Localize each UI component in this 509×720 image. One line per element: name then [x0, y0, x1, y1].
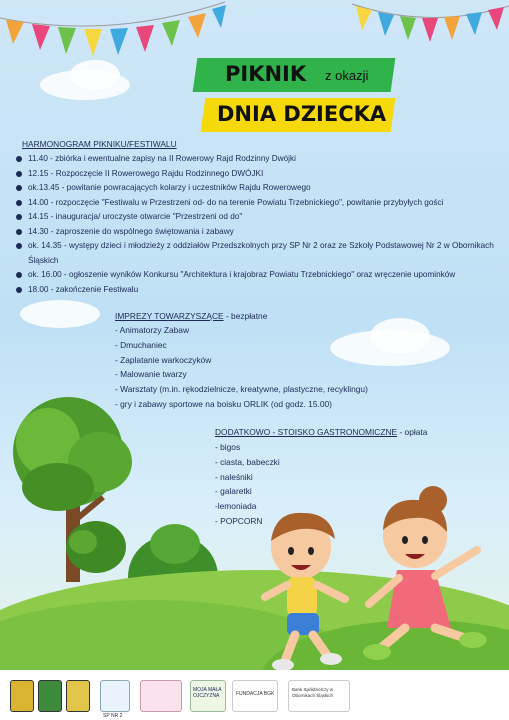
school-crest-logo: [66, 680, 90, 712]
event-item: - gry i zabawy sportowe na boisku ORLIK (od godz. 15.00): [115, 398, 332, 409]
sp-nr2-logo: SP NR 2: [100, 680, 130, 712]
event-item: - Malowanie twarzy: [115, 369, 187, 380]
food-item: - ciasta, babeczki: [215, 456, 280, 467]
events-heading: IMPREZY TOWARZYSZĄCE - bezpłatne: [115, 311, 268, 321]
title-dnia-dziecka: DNIA DZIECKA: [217, 102, 387, 126]
event-item: - Dmuchaniec: [115, 339, 167, 350]
schedule-item: 14.30 - zaproszenie do wspólnego świętowania i zabawy: [10, 225, 505, 240]
bullet-icon: [16, 214, 22, 220]
boy-illustration: [255, 505, 355, 675]
girl-illustration: [355, 478, 505, 668]
title-banner: [195, 58, 395, 138]
event-item: - Warsztaty (m.in. rękodzielnicze, kreatywne, plastyczne, recyklingu): [115, 384, 368, 395]
bullet-icon: [16, 171, 22, 177]
festival-logo: [140, 680, 182, 712]
bullet-icon: [16, 156, 22, 162]
food-item: - POPCORN: [215, 515, 263, 526]
bush: [150, 524, 200, 564]
bullet-icon: [16, 287, 22, 293]
event-item: - Animatorzy Zabaw: [115, 325, 190, 335]
bullet-icon: [16, 185, 22, 191]
bullet-icon: [16, 200, 22, 206]
food-item: - galaretki: [215, 486, 252, 497]
food-item: - naleśniki: [215, 471, 253, 482]
bullet-icon: [16, 272, 22, 278]
town-crest-logo: [38, 680, 62, 712]
event-item: - Zaplatanie warkoczyków: [115, 354, 212, 365]
schedule-heading: HARMONOGRAM PIKNIKU/FESTIWALU: [22, 139, 177, 149]
food-item: - bigos: [215, 442, 241, 452]
schedule-item: ok. 14.35 - występy dzieci i młodzieży z oddziałów Przedszkolnych przy SP Nr 2 oraz ze Szkoły Podstawowej Nr 2 w Obornikach Śląskich: [10, 239, 498, 268]
bullet-icon: [16, 229, 22, 235]
schedule-item: 14.15 - inauguracja/ uroczyste otwarcie "Przestrzeni od do": [10, 210, 505, 225]
food-heading: DODATKOWO - STOISKO GASTRONOMICZNE - opłata: [215, 427, 428, 437]
schedule-item: ok.13.45 - powitanie powracających kolarzy i uczestników Rajdu Rowerowego: [10, 181, 505, 196]
mala-ojczyzna-logo: MOJA MAŁA OJCZYZNA: [190, 680, 226, 712]
schedule-item: 11.40 - zbiórka i ewentualne zapisy na II Rowerowy Rajd Rodzinny Dwójki: [10, 152, 505, 167]
food-item: -lemoniada: [215, 501, 257, 512]
bullet-icon: [16, 243, 22, 249]
title-z-okazji: z okazji: [325, 68, 369, 83]
events-list: [115, 323, 368, 412]
schedule-item: 12.15 - Rozpoczęcie II Rowerowego Rajdu Rodzinnego DWÓJKI: [10, 167, 505, 182]
cloud: [20, 300, 100, 328]
county-crest-logo: [10, 680, 34, 712]
bunting-right: [0, 0, 509, 60]
schedule-list: [10, 152, 505, 297]
title-piknik: PIKNIK: [225, 62, 307, 86]
schedule-item: 18.00 - zakończenie Festiwalu: [10, 283, 505, 298]
sponsor-logos: [0, 670, 509, 720]
cloud: [370, 318, 430, 354]
fundacja-bgk-logo: FUNDACJA BGK: [232, 680, 278, 712]
schedule-item: 14.00 - rozpoczęcie "Festiwalu w Przestrzeni od- do na terenie Powiatu Trzebnickiego", powitanie przybyłych gości: [10, 196, 505, 211]
schedule-item: ok. 16.00 - ogłoszenie wyników Konkursu "Architektura i krajobraz Powiatu Trzebnickiego" oraz wręczenie upominków: [10, 268, 505, 283]
bank-logo: Bank Spółdzielczy w Obornikach Śląskich: [288, 680, 350, 712]
